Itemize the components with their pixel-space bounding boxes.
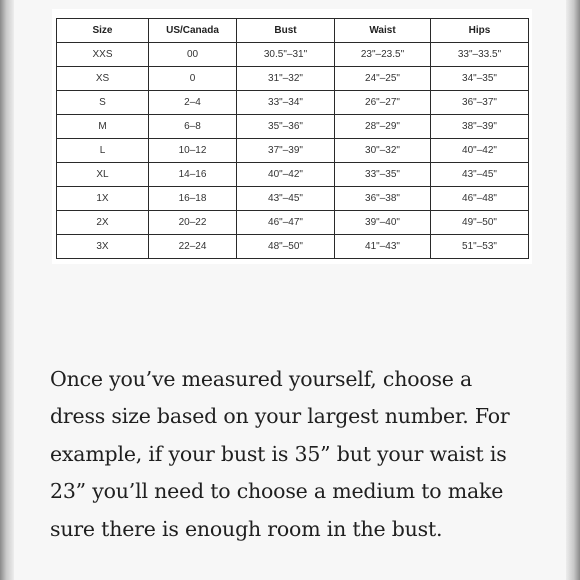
cell-bust: 35"–36"	[237, 115, 335, 139]
cell-bust: 30.5"–31"	[237, 43, 335, 67]
cell-size: XL	[57, 163, 149, 187]
cell-waist: 26"–27"	[335, 91, 431, 115]
cell-waist: 39"–40"	[335, 211, 431, 235]
cell-hips: 33"–33.5"	[431, 43, 529, 67]
table-row	[57, 187, 529, 211]
cell-size: M	[57, 115, 149, 139]
cell-hips: 36"–37"	[431, 91, 529, 115]
cell-hips: 38"–39"	[431, 115, 529, 139]
page	[14, 0, 566, 580]
table-row	[57, 115, 529, 139]
cell-size: S	[57, 91, 149, 115]
cell-waist: 33"–35"	[335, 163, 431, 187]
cell-hips: 46"–48"	[431, 187, 529, 211]
cell-us-canada: 14–16	[149, 163, 237, 187]
cell-us-canada: 22–24	[149, 235, 237, 259]
cell-size: L	[57, 139, 149, 163]
header-size: Size	[57, 19, 149, 43]
paragraph-line: dress size based on your largest number. For	[50, 404, 510, 428]
paragraph-line: example, if your bust is 35” but your waist is	[50, 441, 507, 466]
cell-bust: 37"–39"	[237, 139, 335, 163]
sizing-advice-paragraph	[50, 361, 560, 549]
table-header-row	[57, 19, 529, 43]
left-border-shadow	[0, 0, 14, 580]
table-row	[57, 163, 529, 187]
header-hips: Hips	[431, 19, 529, 43]
cell-hips: 43"–45"	[431, 163, 529, 187]
cell-size: 2X	[57, 211, 149, 235]
header-waist: Waist	[335, 19, 431, 43]
table-row	[57, 235, 529, 259]
cell-bust: 31"–32"	[237, 67, 335, 91]
table-row	[57, 67, 529, 91]
cell-waist: 24"–25"	[335, 67, 431, 91]
size-chart-card	[52, 9, 532, 264]
cell-bust: 43"–45"	[237, 187, 335, 211]
paragraph-line: Once you’ve measured yourself, choose a	[50, 366, 473, 391]
table-row	[57, 91, 529, 115]
cell-us-canada: 20–22	[149, 211, 237, 235]
header-bust: Bust	[237, 19, 335, 43]
cell-us-canada: 16–18	[149, 187, 237, 211]
cell-waist: 36"–38"	[335, 187, 431, 211]
cell-waist: 41"–43"	[335, 235, 431, 259]
cell-us-canada: 10–12	[149, 139, 237, 163]
cell-us-canada: 6–8	[149, 115, 237, 139]
cell-size: 1X	[57, 187, 149, 211]
table-row	[57, 211, 529, 235]
paragraph-line: 23” you’ll need to choose a medium to make	[50, 479, 504, 503]
cell-bust: 48"–50"	[237, 235, 335, 259]
table-row	[57, 139, 529, 163]
size-chart-table	[56, 18, 529, 259]
cell-us-canada: 00	[149, 43, 237, 67]
cell-hips: 34"–35"	[431, 67, 529, 91]
table-row	[57, 43, 529, 67]
cell-size: XS	[57, 67, 149, 91]
cell-size: XXS	[57, 43, 149, 67]
cell-bust: 40"–42"	[237, 163, 335, 187]
header-us-canada: US/Canada	[149, 19, 237, 43]
cell-us-canada: 2–4	[149, 91, 237, 115]
cell-size: 3X	[57, 235, 149, 259]
paragraph-line: sure there is enough room in the bust.	[50, 516, 443, 541]
cell-hips: 51"–53"	[431, 235, 529, 259]
cell-bust: 33"–34"	[237, 91, 335, 115]
cell-waist: 23"–23.5"	[335, 43, 431, 67]
cell-us-canada: 0	[149, 67, 237, 91]
cell-hips: 40"–42"	[431, 139, 529, 163]
cell-bust: 46"–47"	[237, 211, 335, 235]
cell-hips: 49"–50"	[431, 211, 529, 235]
right-border-shadow	[566, 0, 580, 580]
cell-waist: 30"–32"	[335, 139, 431, 163]
cell-waist: 28"–29"	[335, 115, 431, 139]
